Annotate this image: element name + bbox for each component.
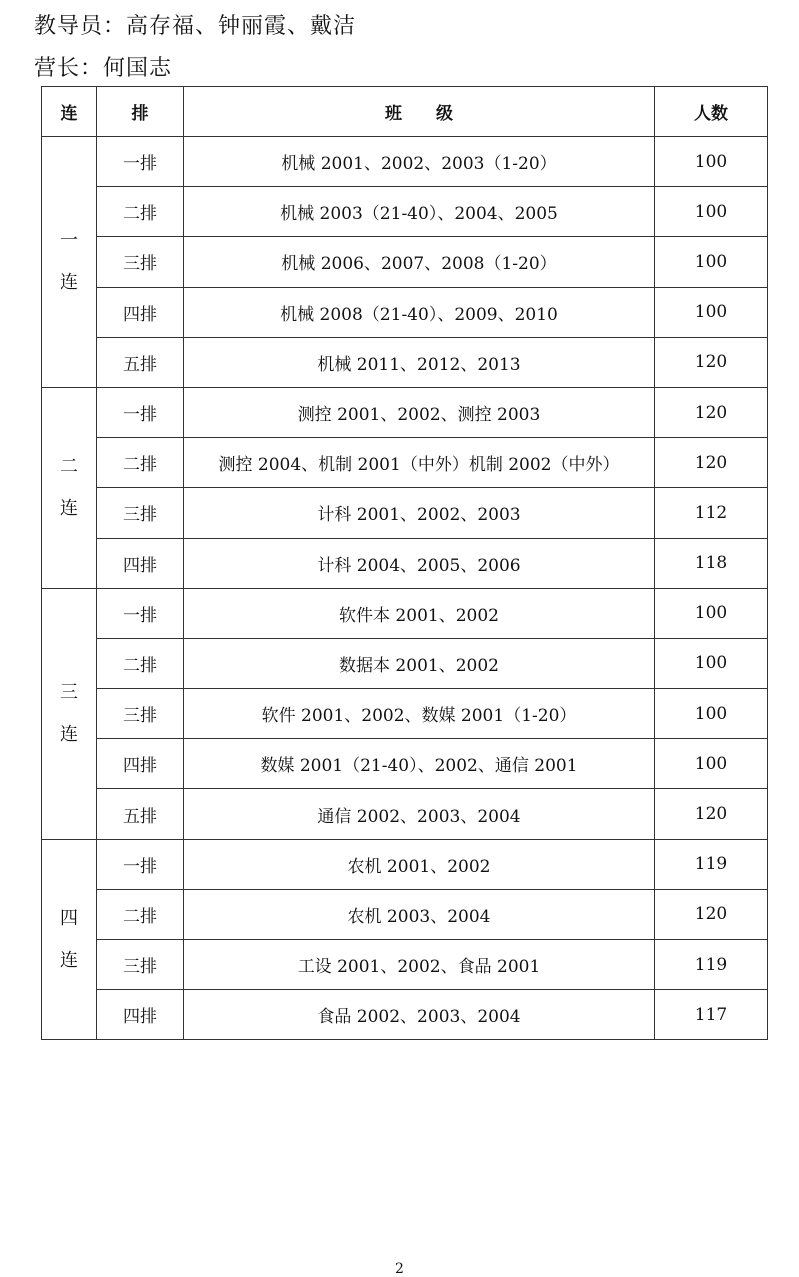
column-header-platoon: 排 <box>97 87 184 137</box>
platoon-cell: 二排 <box>97 889 184 939</box>
company-label-char: 连 <box>60 271 78 293</box>
platoon-cell: 五排 <box>97 337 184 387</box>
table-row <box>42 287 768 337</box>
table-row <box>42 940 768 990</box>
classes-cell: 数据本 2001、2002 <box>184 638 655 688</box>
classes-cell: 机械 2008（21-40）、2009、2010 <box>184 287 655 337</box>
count-cell: 100 <box>655 237 768 287</box>
classes-cell: 食品 2002、2003、2004 <box>184 990 655 1040</box>
classes-cell: 机械 2006、2007、2008（1-20） <box>184 237 655 287</box>
table-row <box>42 689 768 739</box>
table-row <box>42 137 768 187</box>
table-row <box>42 337 768 387</box>
table-row <box>42 739 768 789</box>
company-label-char: 三 <box>60 681 78 703</box>
roster-body <box>42 137 768 1040</box>
count-cell: 100 <box>655 187 768 237</box>
company-cell <box>42 588 97 839</box>
classes-cell: 软件本 2001、2002 <box>184 588 655 638</box>
classes-cell: 机械 2011、2012、2013 <box>184 337 655 387</box>
platoon-cell: 五排 <box>97 789 184 839</box>
count-cell: 119 <box>655 940 768 990</box>
classes-cell: 农机 2001、2002 <box>184 839 655 889</box>
column-header-classes: 班 级 <box>184 87 655 137</box>
count-cell: 120 <box>655 889 768 939</box>
classes-cell: 软件 2001、2002、数媒 2001（1-20） <box>184 689 655 739</box>
platoon-cell: 一排 <box>97 387 184 437</box>
count-cell: 120 <box>655 789 768 839</box>
classes-cell: 计科 2004、2005、2006 <box>184 538 655 588</box>
instructors-line: 教导员：高存福、钟丽霞、戴洁 <box>34 14 357 39</box>
platoon-cell: 一排 <box>97 839 184 889</box>
classes-cell: 通信 2002、2003、2004 <box>184 789 655 839</box>
table-row <box>42 488 768 538</box>
table-row <box>42 538 768 588</box>
count-cell: 100 <box>655 689 768 739</box>
platoon-cell: 一排 <box>97 137 184 187</box>
platoon-cell: 三排 <box>97 689 184 739</box>
company-cell <box>42 387 97 588</box>
company-label-char: 连 <box>60 497 78 519</box>
table-row <box>42 789 768 839</box>
platoon-cell: 四排 <box>97 990 184 1040</box>
table-row <box>42 990 768 1040</box>
table-row <box>42 187 768 237</box>
platoon-cell: 四排 <box>97 538 184 588</box>
table-row <box>42 438 768 488</box>
company-label-char: 连 <box>60 949 78 971</box>
count-cell: 100 <box>655 739 768 789</box>
page-number: 2 <box>395 1261 404 1277</box>
table-header-row <box>42 87 768 137</box>
roster-table <box>41 86 768 1040</box>
count-cell: 112 <box>655 488 768 538</box>
table-row <box>42 638 768 688</box>
platoon-cell: 二排 <box>97 187 184 237</box>
table-row <box>42 237 768 287</box>
count-cell: 100 <box>655 287 768 337</box>
platoon-cell: 一排 <box>97 588 184 638</box>
count-cell: 100 <box>655 588 768 638</box>
column-header-count: 人数 <box>655 87 768 137</box>
classes-cell: 农机 2003、2004 <box>184 889 655 939</box>
classes-cell: 机械 2001、2002、2003（1-20） <box>184 137 655 187</box>
platoon-cell: 三排 <box>97 237 184 287</box>
classes-cell: 工设 2001、2002、食品 2001 <box>184 940 655 990</box>
count-cell: 120 <box>655 438 768 488</box>
count-cell: 120 <box>655 387 768 437</box>
table-row <box>42 839 768 889</box>
platoon-cell: 二排 <box>97 638 184 688</box>
table-row <box>42 889 768 939</box>
platoon-cell: 三排 <box>97 940 184 990</box>
table-row <box>42 387 768 437</box>
count-cell: 119 <box>655 839 768 889</box>
column-header-company: 连 <box>42 87 97 137</box>
platoon-cell: 三排 <box>97 488 184 538</box>
classes-cell: 机械 2003（21-40）、2004、2005 <box>184 187 655 237</box>
classes-cell: 计科 2001、2002、2003 <box>184 488 655 538</box>
company-label-char: 二 <box>60 455 78 477</box>
platoon-cell: 二排 <box>97 438 184 488</box>
company-label-char: 一 <box>60 229 78 251</box>
count-cell: 100 <box>655 638 768 688</box>
company-label-char: 四 <box>60 907 78 929</box>
platoon-cell: 四排 <box>97 739 184 789</box>
classes-cell: 数媒 2001（21-40）、2002、通信 2001 <box>184 739 655 789</box>
classes-cell: 测控 2004、机制 2001（中外）机制 2002（中外） <box>184 438 655 488</box>
count-cell: 120 <box>655 337 768 387</box>
company-cell <box>42 839 97 1040</box>
count-cell: 118 <box>655 538 768 588</box>
classes-cell: 测控 2001、2002、测控 2003 <box>184 387 655 437</box>
commander-line: 营长：何国志 <box>34 56 173 81</box>
count-cell: 100 <box>655 137 768 187</box>
company-cell <box>42 137 97 388</box>
platoon-cell: 四排 <box>97 287 184 337</box>
count-cell: 117 <box>655 990 768 1040</box>
table-row <box>42 588 768 638</box>
company-label-char: 连 <box>60 723 78 745</box>
